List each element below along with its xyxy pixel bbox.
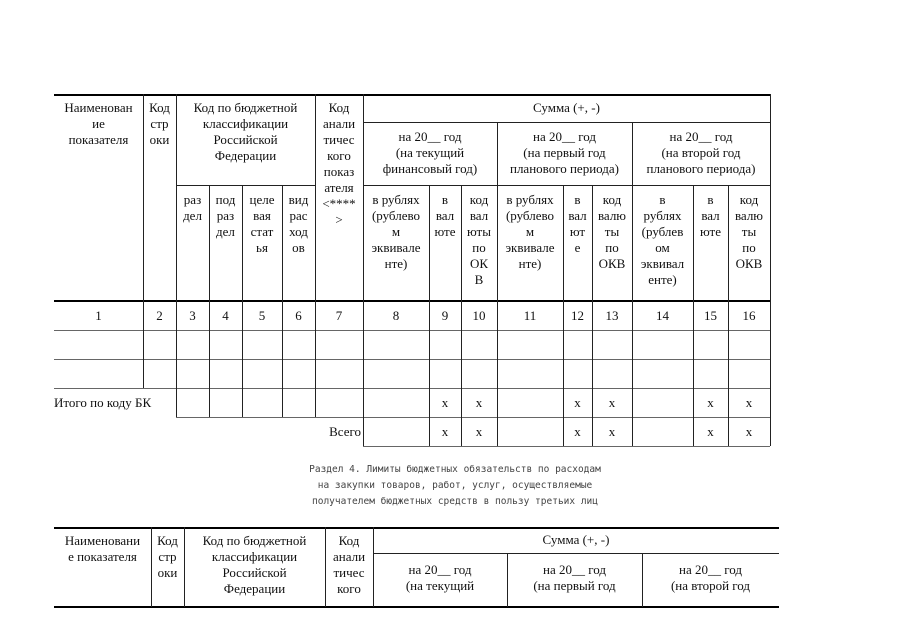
header-budget-code: Код по бюджетной классификации Российской Федерации — [193, 100, 298, 163]
column-number: 6 — [295, 307, 302, 323]
column-number: 3 — [189, 307, 196, 323]
x-mark: x — [574, 423, 581, 439]
header-subsection: под раз дел — [215, 192, 236, 239]
column-number: 7 — [335, 307, 343, 323]
grand-total-label: Всего — [329, 423, 361, 439]
header-rubles-2: в рублях (рублево м эквивале нте) — [505, 192, 555, 271]
t2-header-period-current: на 20__ год (на текущий — [405, 562, 475, 593]
t2-header-indicator-name: Наименовани е показателя — [64, 533, 141, 564]
column-number: 12 — [571, 307, 584, 323]
header-period-second: на 20__ год (на второй год планового периода) — [646, 129, 756, 176]
column-number: 15 — [704, 307, 717, 323]
header-currency-3: в вал юте — [700, 192, 721, 239]
section-4-caption: Раздел 4. Лимиты бюджетных обязательств по расходам на закупки товаров, работ, услуг, осуществляемые получателем бюджетных средств в пользу третьих лиц — [309, 464, 601, 507]
header-currency-1: в вал юте — [434, 192, 456, 239]
x-mark: x — [441, 423, 449, 439]
column-number: 1 — [95, 307, 102, 323]
header-line-code: Код стр оки — [149, 100, 170, 147]
column-number: 5 — [258, 307, 266, 323]
x-mark: x — [745, 423, 753, 439]
t2-header-period-first: на 20__ год (на первый год — [533, 562, 616, 593]
column-number: 16 — [742, 307, 756, 323]
column-number: 2 — [156, 307, 163, 323]
header-period-current: на 20__ год (на текущий финансовый год) — [382, 129, 478, 176]
header-section: раз дел — [183, 192, 202, 223]
t2-header-period-second: на 20__ год (на второй год — [670, 562, 751, 593]
header-analytic-code: Код анали тичес кого показ ателя <**** > — [322, 100, 356, 227]
column-number: 4 — [222, 307, 229, 323]
column-number: 8 — [392, 307, 400, 323]
column-number: 11 — [523, 307, 537, 323]
header-sum: Сумма (+, -) — [533, 100, 600, 115]
header-period-first: на 20__ год (на первый год планового периода) — [509, 129, 619, 176]
header-okv-1: код вал юты по ОК В — [467, 192, 491, 287]
x-mark: x — [707, 423, 714, 439]
column-number: 14 — [656, 307, 669, 323]
column-number: 13 — [605, 307, 619, 323]
t2-header-budget-code: Код по бюджетной классификации Российской Федерации — [202, 533, 307, 596]
x-mark: x — [707, 394, 714, 410]
x-mark: x — [745, 394, 753, 410]
x-mark: x — [608, 394, 616, 410]
header-currency-2: в вал ют е — [568, 192, 587, 255]
x-mark: x — [441, 394, 449, 410]
x-mark: x — [475, 423, 483, 439]
header-okv-3: код валю ты по ОКВ — [734, 192, 764, 271]
column-number: 9 — [441, 307, 449, 323]
x-mark: x — [574, 394, 581, 410]
header-expense-type: вид рас ход ов — [288, 192, 309, 255]
total-bk-label: Итого по коду БК — [54, 394, 152, 410]
x-mark: x — [608, 423, 616, 439]
header-rubles-1: в рублях (рублево м эквивале нте) — [371, 192, 421, 271]
header-indicator-name: Наименован ие показателя — [64, 100, 133, 147]
x-mark: x — [475, 394, 483, 410]
header-target-item: целе вая стат ья — [249, 192, 275, 255]
header-rubles-3: в рублях (рублев ом эквивал енте) — [640, 192, 685, 287]
t2-header-line-code: Код стр оки — [157, 533, 178, 580]
column-number: 10 — [472, 307, 486, 323]
t2-header-sum: Сумма (+, -) — [542, 532, 610, 547]
header-okv-2: код валю ты по ОКВ — [597, 192, 627, 271]
t2-header-analytic-code: Код анали тичес кого — [332, 533, 366, 596]
